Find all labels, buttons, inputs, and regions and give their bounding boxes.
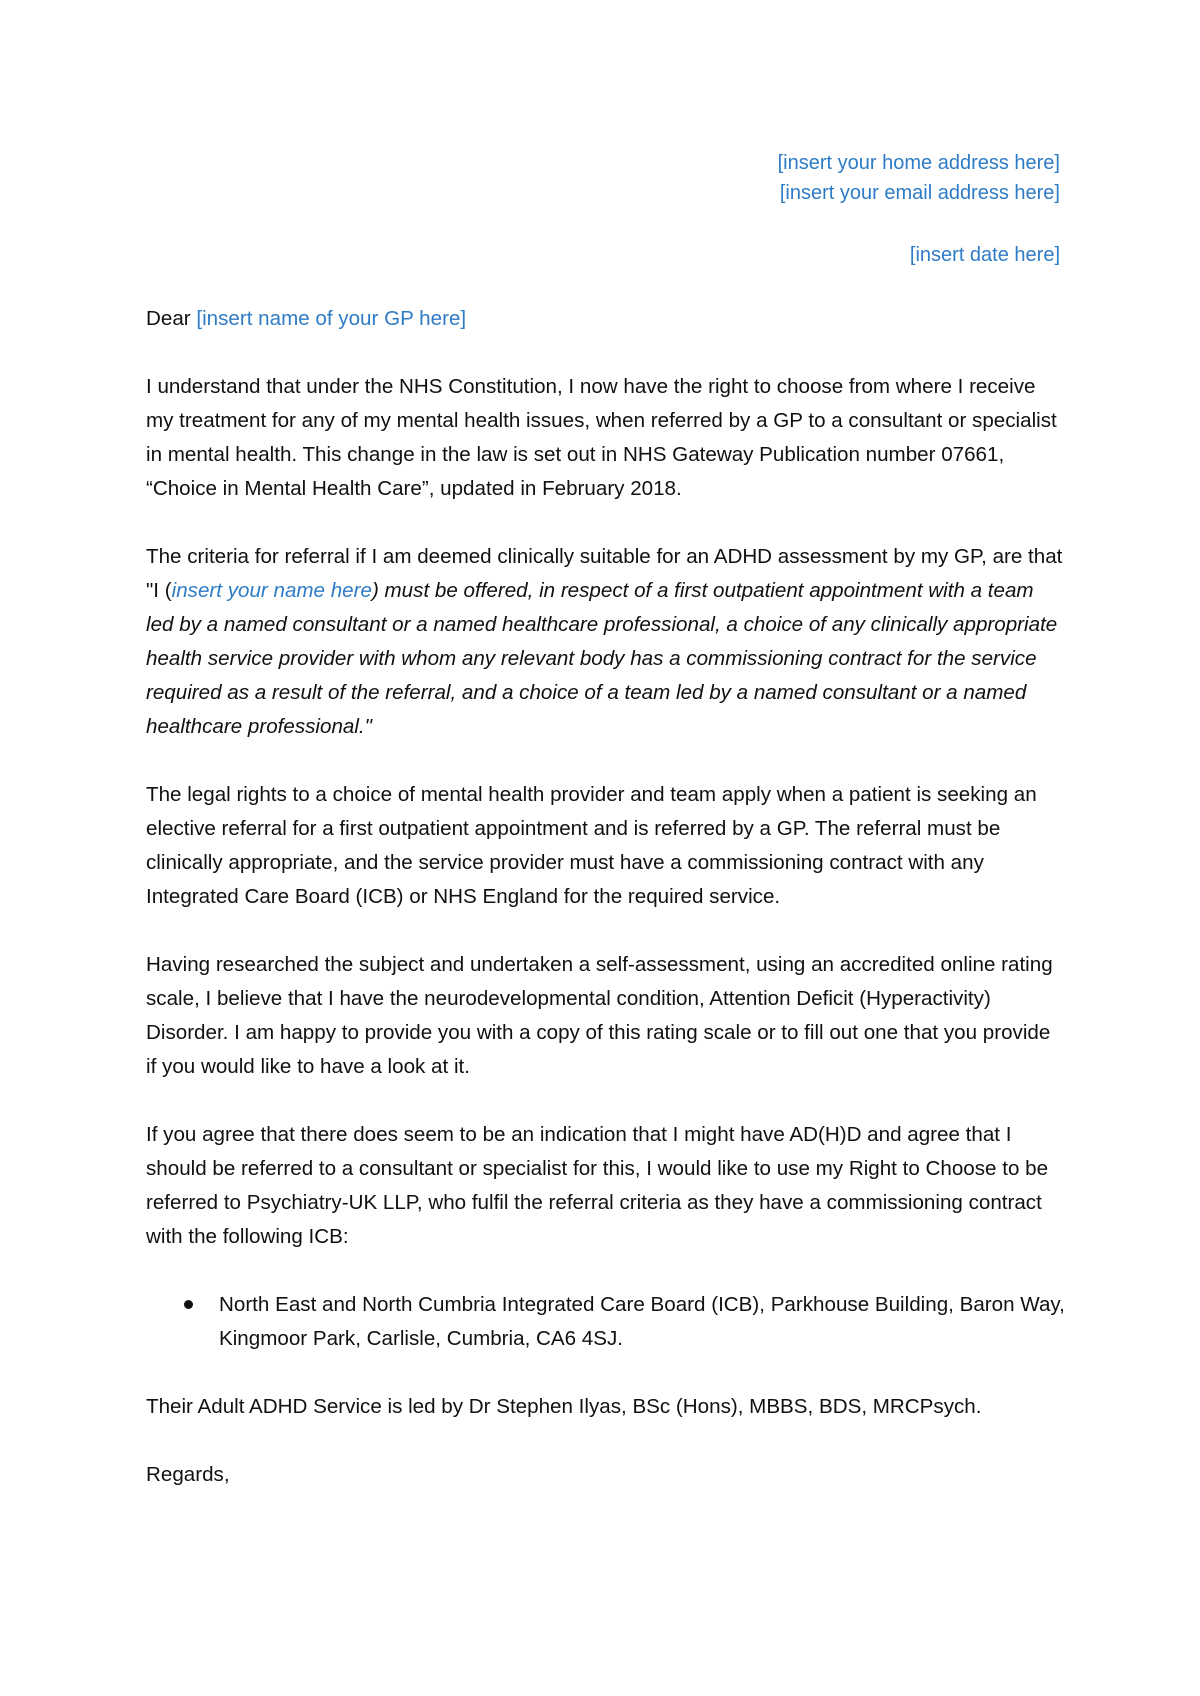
closing-regards: Regards,: [146, 1463, 230, 1486]
referral-criteria-intro: The criteria for referral if I am deemed clinically suitable for an ADHD assessment by my GP, are that "I (: [146, 545, 1063, 602]
letter-body: [146, 302, 1066, 1526]
paragraph-self-assessment: Having researched the subject and undertaken a self-assessment, using an accredited online rating scale, I believe that I have the neurodevelopmental condition, Attention Deficit (Hyperactivity) Disorder. I am happy to provide you with a copy of this rating scale or to fill out one that you provide if you would like to have a look at it.: [146, 953, 1053, 1078]
salutation-greeting: Dear: [146, 307, 197, 330]
paragraph-legal-rights: The legal rights to a choice of mental health provider and team apply when a patient is seeking an elective referral for a first outpatient appointment and is referred by a GP. The referral must be clinically appropriate, and the service provider must have a commissioning contract with any Integrated Care Board (ICB) or NHS England for the required service.: [146, 783, 1037, 908]
bullet-icon: [184, 1300, 193, 1309]
paragraph-service-lead: Their Adult ADHD Service is led by Dr Stephen Ilyas, BSc (Hons), MBBS, BDS, MRCPsych.: [146, 1395, 982, 1418]
paragraph-right-to-choose: If you agree that there does seem to be an indication that I might have AD(H)D and agree that I should be referred to a consultant or specialist for this, I would like to use my Right to Choose to be referred to Psychiatry-UK LLP, who fulfil the referral criteria as they have a commissioning contract with the following ICB:: [146, 1123, 1049, 1248]
email-address-placeholder: [insert your email address here]: [779, 182, 1060, 204]
paragraph-nhs-constitution: I understand that under the NHS Constitution, I now have the right to choose from where I receive my treatment for any of my mental health issues, when referred by a GP to a consultant or specialist in mental health. This change in the law is set out in NHS Gateway Publication number 07661, “Choice in Mental Health Care”, updated in February 2018.: [146, 375, 1057, 500]
icb-address: North East and North Cumbria Integrated Care Board (ICB), Parkhouse Building, Baron Way, Kingmoor Park, Carlisle, Cumbria, CA6 4SJ.: [219, 1293, 1065, 1350]
home-address-placeholder: [insert your home address here]: [777, 152, 1060, 174]
salutation: [146, 302, 1066, 336]
referral-criteria-quote: ) must be offered, in respect of a first outpatient appointment with a team led by a named consultant or a named healthcare professional, a choice of any clinically appropriate health service provider with whom any relevant body has a commissioning contract for the service required as a result of the referral, and a choice of a team led by a named consultant or a named healthcare professional.": [146, 579, 1058, 738]
gp-name-placeholder: [insert name of your GP here]: [196, 307, 467, 330]
icb-list: [146, 1288, 1066, 1356]
paragraph-referral-criteria: [146, 540, 1066, 744]
sender-address-block: [778, 148, 1060, 208]
list-item: [146, 1288, 1066, 1356]
patient-name-placeholder: insert your name here: [171, 579, 372, 602]
date-placeholder: [insert date here]: [909, 244, 1060, 266]
